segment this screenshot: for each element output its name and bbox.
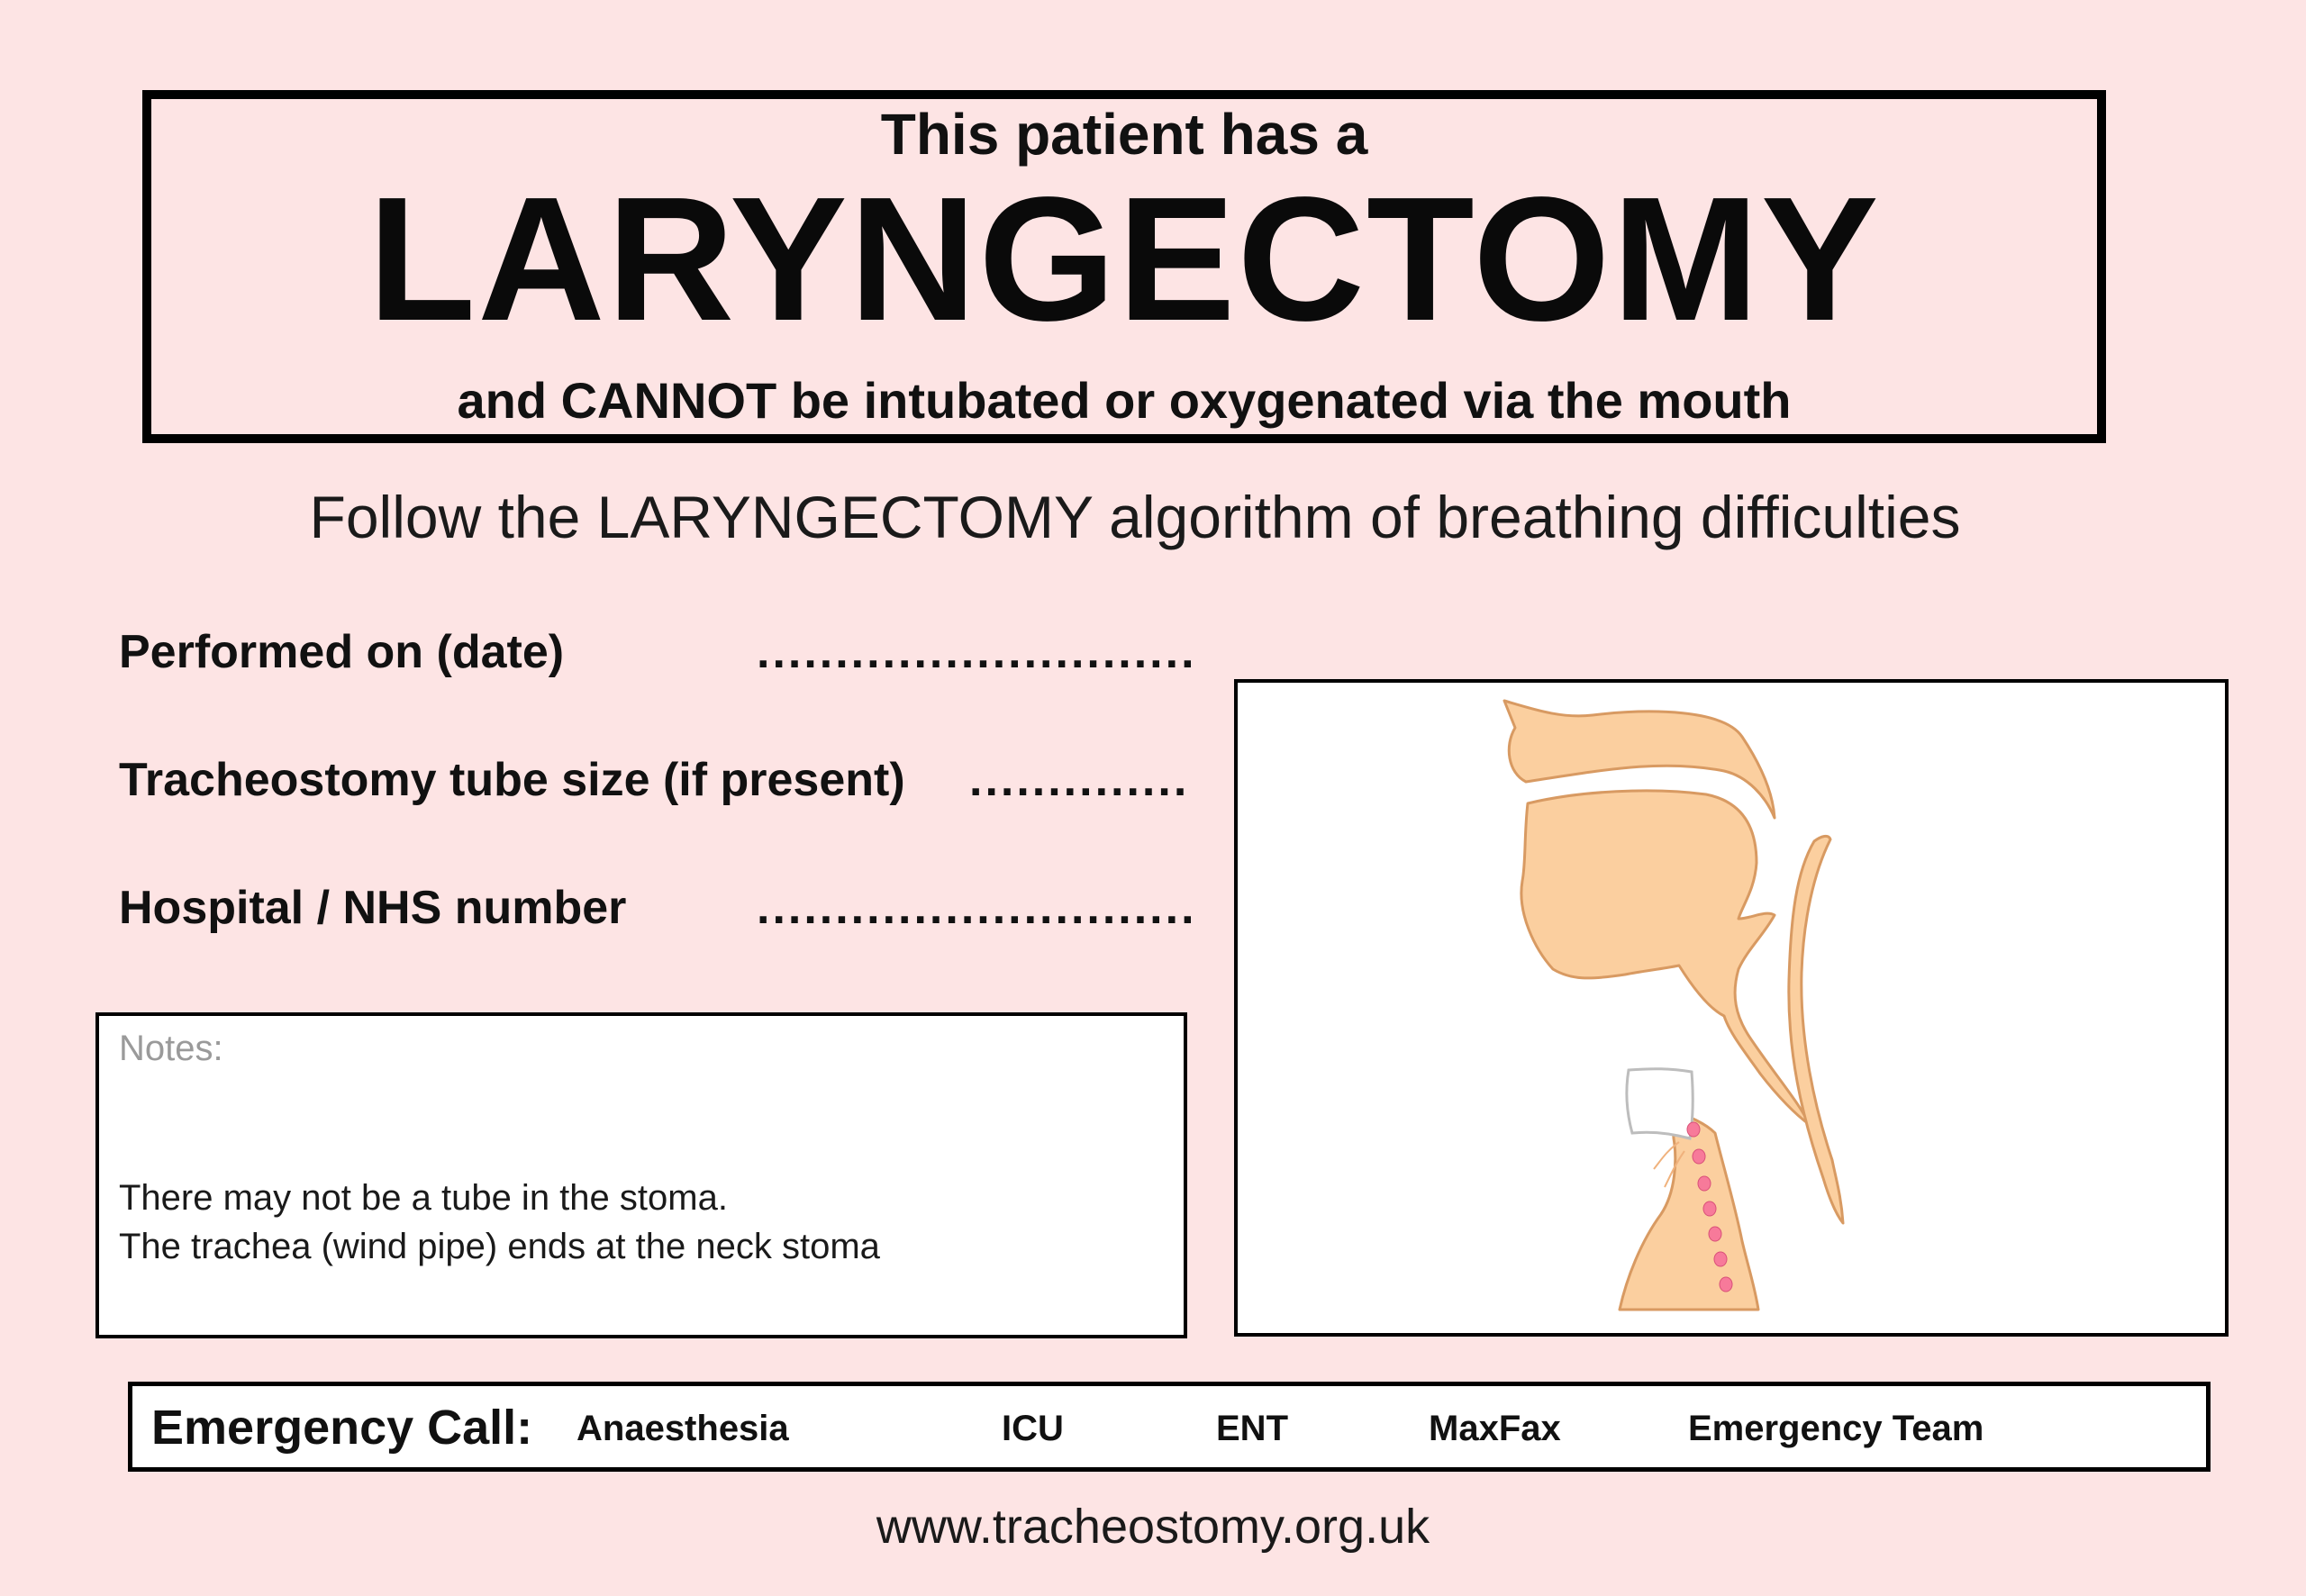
emergency-contact-icu[interactable]: ICU [1002,1409,1064,1448]
website-link[interactable]: www.tracheostomy.org.uk [876,1500,1430,1554]
field-dots-nhs-number[interactable]: ............................ [757,882,1197,934]
laryngectomy-anatomy-icon [1238,683,2225,1333]
emergency-contact-ent[interactable]: ENT [1216,1409,1288,1448]
algorithm-instruction: Follow the LARYNGECTOMY algorithm of breathing difficulties [309,484,1961,550]
notes-line-2: The trachea (wind pipe) ends at the neck stoma [119,1227,880,1266]
emergency-contact-emergency-team[interactable]: Emergency Team [1688,1409,1984,1448]
emergency-contact-maxfax[interactable]: MaxFax [1429,1409,1561,1448]
notes-box[interactable] [95,1012,1187,1338]
warning-subtext: and CANNOT be intubated or oxygenated via the mouth [457,372,1792,429]
emergency-call-label: Emergency Call: [151,1401,533,1455]
notes-line-1: There may not be a tube in the stoma. [119,1178,728,1218]
warning-title: LARYNGECTOMY [368,160,1881,358]
emergency-contact-anaesthesia[interactable]: Anaesthesia [576,1409,789,1448]
field-label-date: Performed on (date) [119,626,565,678]
field-dots-date[interactable]: ............................ [757,626,1197,678]
notes-label: Notes: [119,1029,223,1068]
field-label-tube-size: Tracheostomy tube size (if present) [119,754,905,806]
field-label-nhs-number: Hospital / NHS number [119,882,627,934]
warning-intro: This patient has a [880,102,1368,167]
field-dots-tube-size[interactable]: .............. [969,754,1190,806]
